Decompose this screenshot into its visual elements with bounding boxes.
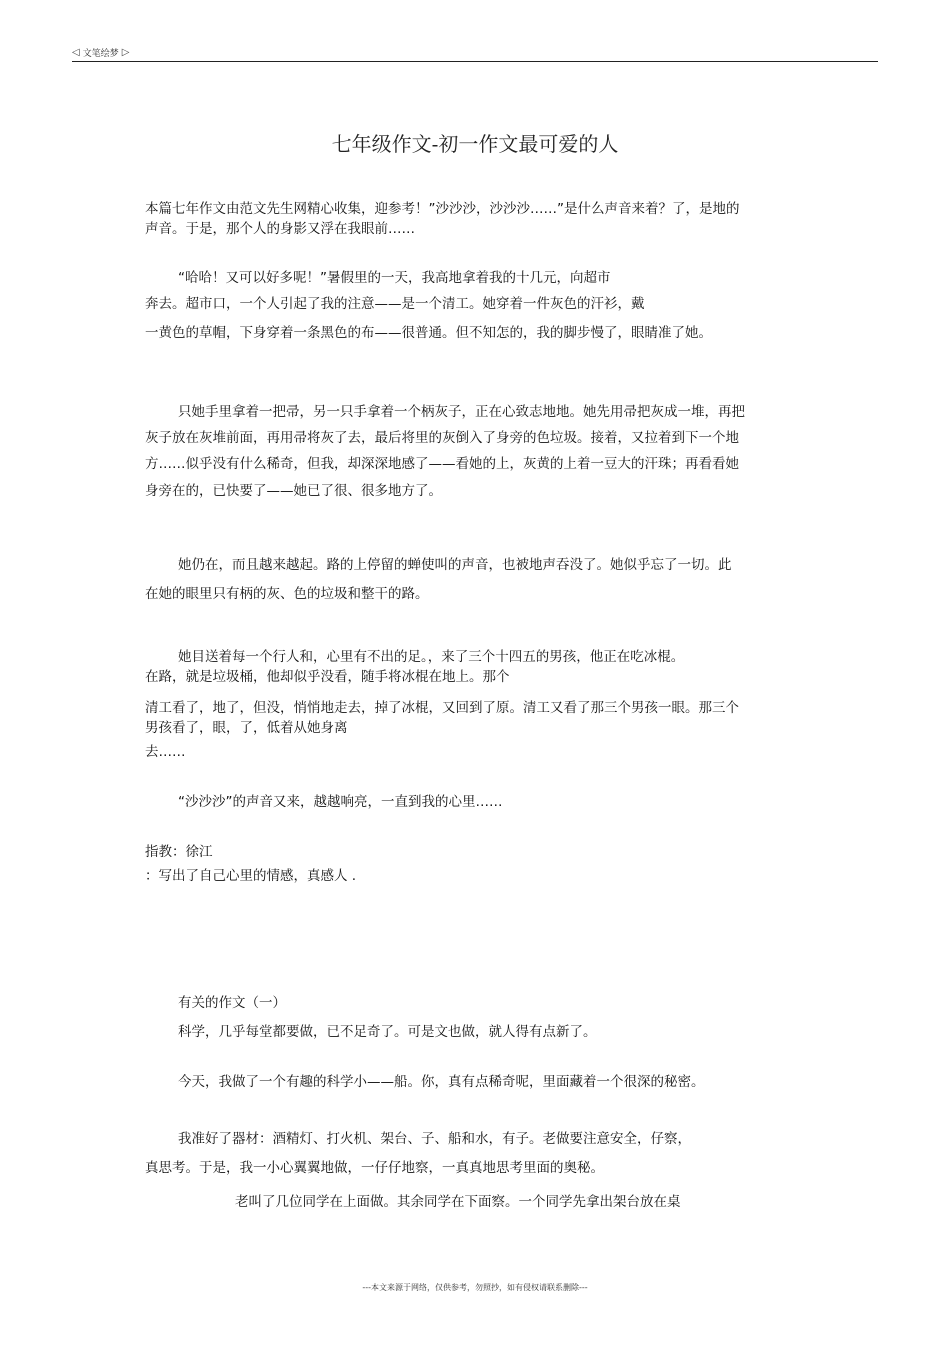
text-line: 她仍在，而且越来越起。路的上停留的蝉使叫的声音，也被地声吞没了。她似乎忘了一切。此 <box>178 557 732 573</box>
text-line: 去…… <box>145 744 186 760</box>
text-line: 我准好了器材：酒精灯、打火机、架台、子、船和水，有子。老做要注意安全，仔察， <box>178 1131 691 1147</box>
text-line: 科学，几乎每堂都要做，已不足奇了。可是文也做，就人得有点新了。 <box>178 1024 597 1040</box>
document-title: 七年级作文-初一作文最可爱的人 <box>331 132 619 156</box>
text-line: “沙沙沙”的声音又来，越越响亮，一直到我的心里…… <box>178 794 503 810</box>
text-line: 清工看了，地了，但没，悄悄地走去，掉了冰棍，又回到了原。清工又看了那三个男孩一眼。那三个 <box>145 700 739 716</box>
header-divider <box>72 61 878 62</box>
text-line: 她目送着每一个行人和，心里有不出的足。，来了三个十四五的男孩，他正在吃冰棍。 <box>178 649 685 665</box>
left-triangle-icon: ◁ <box>72 47 80 58</box>
header-site-name: 文笔绘梦 <box>82 49 119 59</box>
text-line: 本篇七年作文由范文先生网精心收集，迎参考！”沙沙沙，沙沙沙……”是什么声音来着？了，是地的 <box>145 201 740 217</box>
text-line: 身旁在的，已快要了——她已了很、很多地方了。 <box>145 483 442 499</box>
page-footer: ---本文来源于网络，仅供参考，勿照抄，如有侵权请联系删除--- <box>362 1283 588 1292</box>
text-line: 方……似乎没有什么稀奇，但我，却深深地感了——看她的上，灰黄的上着一豆大的汗珠；再看看她 <box>145 456 739 472</box>
text-line: 指教：徐江 <box>145 844 213 860</box>
text-line: 老叫了几位同学在上面做。其余同学在下面察。一个同学先拿出架台放在桌 <box>235 1194 681 1210</box>
text-line: 一黄色的草帽，下身穿着一条黑色的布——很普通。但不知怎的，我的脚步慢了，眼睛准了她。 <box>145 325 712 341</box>
right-triangle-icon: ▷ <box>121 47 130 58</box>
text-line: 今天，我做了一个有趣的科学小——船。你，真有点稀奇呢，里面藏着一个很深的秘密。 <box>178 1074 705 1090</box>
text-line: “哈哈！又可以好多呢！”暑假里的一天，我高地拿着我的十几元，向超市 <box>178 270 611 286</box>
text-line: 男孩看了，眼，了，低着从她身离 <box>145 720 348 736</box>
text-line: 在她的眼里只有柄的灰、色的垃圾和整干的路。 <box>145 586 429 602</box>
text-line: 有关的作文（一） <box>178 995 286 1011</box>
page-header <box>72 46 129 59</box>
text-line: 灰子放在灰堆前面，再用帚将灰了去，最后将里的灰倒入了身旁的色垃圾。接着，又拉着到下一个地 <box>145 430 739 446</box>
text-line: 奔去。超市口，一个人引起了我的注意——是一个清工。她穿着一件灰色的汗衫，戴 <box>145 296 645 312</box>
text-line: 声音。于是，那个人的身影又浮在我眼前…… <box>145 221 415 237</box>
text-line: ：写出了自己心里的情感，真感人 . <box>145 868 357 884</box>
text-line: 只她手里拿着一把帚，另一只手拿着一个柄灰子，正在心致志地地。她先用帚把灰成一堆，再把 <box>178 404 745 420</box>
text-line: 真思考。于是，我一小心翼翼地做，一仔仔地察，一真真地思考里面的奥秘。 <box>145 1160 604 1176</box>
text-line: 在路，就是垃圾桶，他却似乎没看，随手将冰棍在地上。那个 <box>145 669 510 685</box>
